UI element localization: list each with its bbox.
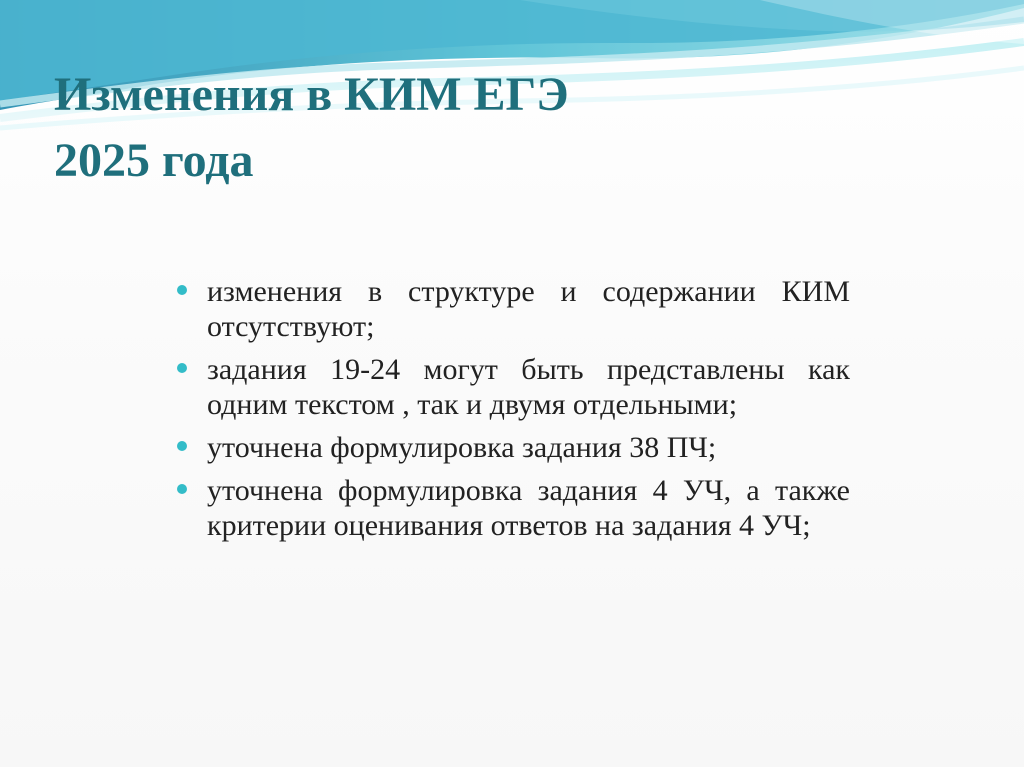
bullet-text: уточнена формулировка задания 38 ПЧ; (207, 431, 717, 464)
circle-bullet-icon (177, 484, 187, 494)
circle-bullet-icon (177, 285, 187, 295)
slide-title-line-2: 2025 года (54, 134, 254, 187)
bullet-text: задания 19-24 могут быть представлены как одним текстом , так и двумя отдельными; (207, 353, 850, 421)
bullet-text: уточнена формулировка задания 4 УЧ, а также критерии оценивания ответов на задания 4 УЧ; (207, 474, 850, 542)
slide-title-line-1: Изменения в КИМ ЕГЭ (54, 68, 569, 121)
bullet-item (174, 473, 850, 543)
bullet-item (174, 430, 850, 465)
bullet-item (174, 274, 850, 344)
bullet-list (174, 274, 850, 551)
bullet-item (174, 352, 850, 422)
circle-bullet-icon (177, 363, 187, 373)
slide-title (54, 62, 754, 194)
circle-bullet-icon (177, 441, 187, 451)
bullet-text: изменения в структуре и содержании КИМ отсутствуют; (207, 275, 850, 343)
